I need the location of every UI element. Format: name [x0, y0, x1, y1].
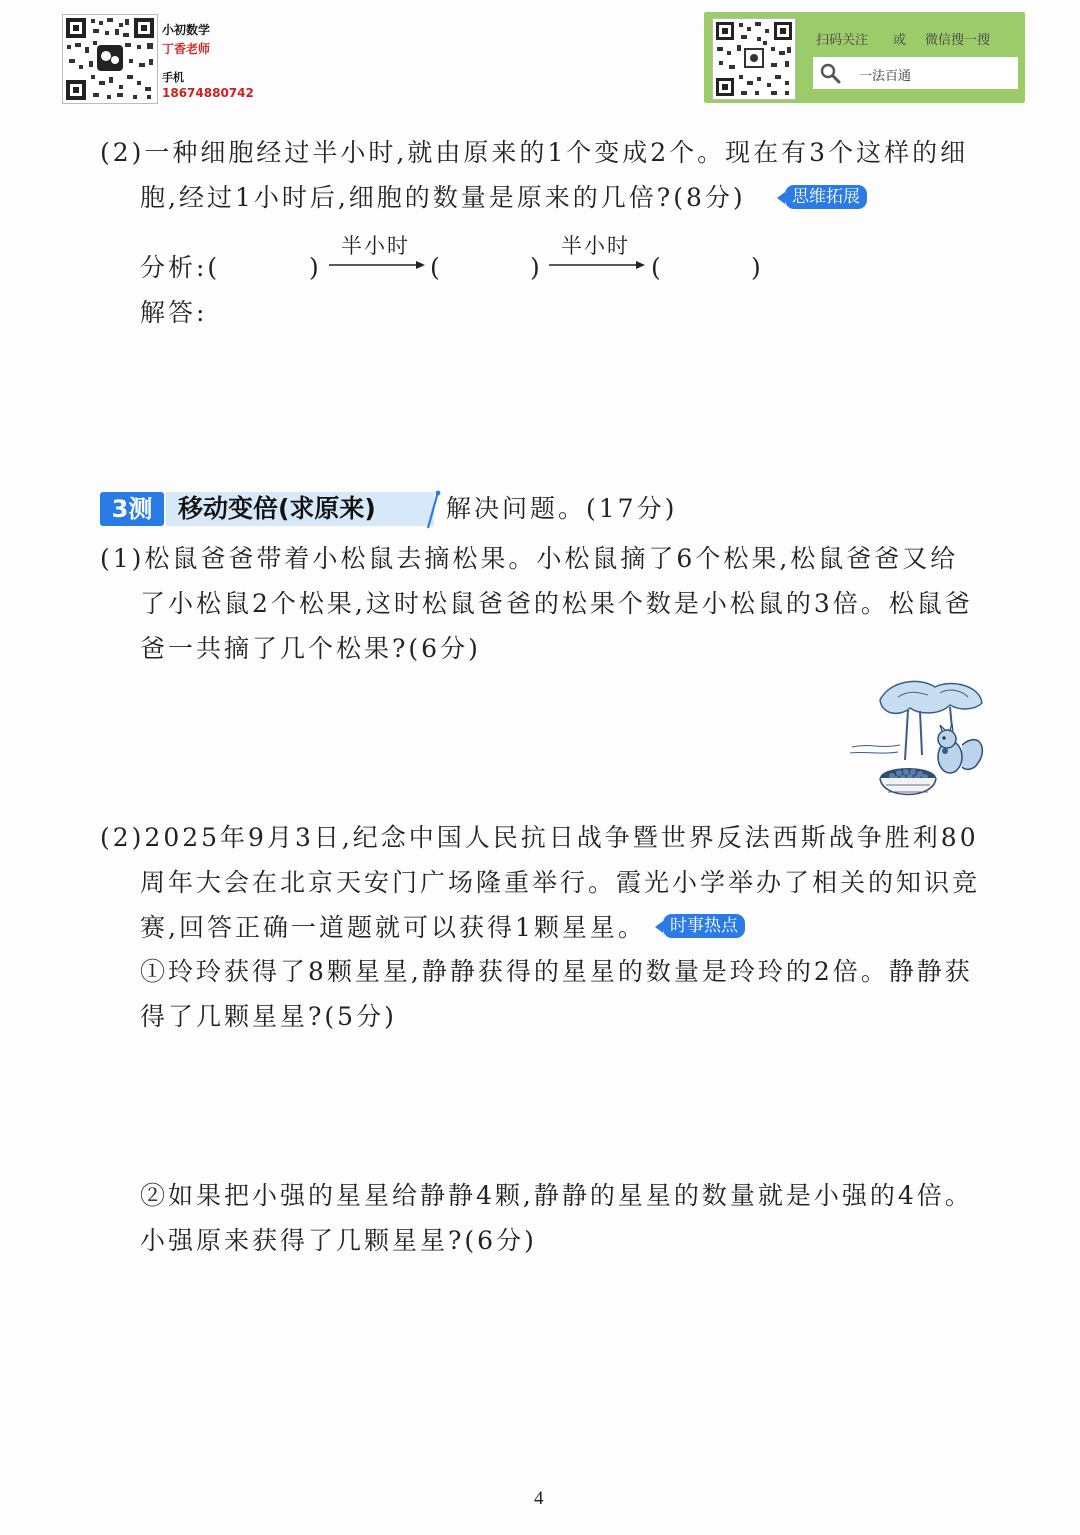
s3q2-tag-arrow [655, 921, 663, 933]
search-icon [819, 62, 841, 88]
s3q1-line-3: 爸一共摘了几个松果?(6分) [140, 634, 481, 663]
left-qr-code [62, 14, 158, 104]
or-text: 或 [893, 33, 907, 48]
header-teacher: 丁香老师 [162, 42, 211, 56]
analysis-paren-close-1: ) [309, 253, 322, 282]
s3q1-line-1: (1)松鼠爸爸带着小松鼠去摘松果。小松鼠摘了6个松果,松鼠爸爸又给 [100, 544, 959, 573]
s3q2-tag-current-affairs: 时事热点 [663, 914, 745, 938]
search-value: 一法百通 [859, 69, 912, 84]
arrow-1 [328, 258, 426, 272]
s3q2-line-1: (2)2025年9月3日,纪念中国人民抗日战争暨世界反法西斯战争胜利80 [100, 823, 979, 852]
answer-label: 解答: [140, 298, 208, 327]
arrow-label-1: 半小时 [341, 234, 410, 258]
s3q2-line-2: 周年大会在北京天安门广场隆重举行。霞光小学举办了相关的知识竞 [140, 868, 981, 897]
scan-follow-text: 扫码关注 [816, 33, 869, 48]
header-phone-number: 18674880742 [162, 86, 254, 100]
section-3-title: 移动变倍(求原来) [166, 492, 434, 526]
search-field[interactable] [812, 56, 1019, 90]
section-3-subtitle: 解决问题。(17分) [446, 494, 678, 523]
page-number: 4 [534, 1488, 544, 1509]
s3q2-sub1-line-2: 得了几颗星星?(5分) [140, 1002, 397, 1031]
analysis-paren-open-2: ( [430, 253, 443, 282]
q2-tag-thinking-extension: 思维拓展 [785, 185, 867, 209]
right-qr-code [712, 18, 796, 100]
s3q1-line-2: 了小松鼠2个松果,这时松鼠爸爸的松果个数是小松鼠的3倍。松鼠爸 [140, 589, 973, 618]
arrow-label-2: 半小时 [561, 234, 630, 258]
analysis-label: 分析:( [140, 253, 221, 282]
s3q2-sub2-line-1: ②如果把小强的星星给静静4颗,静静的星星的数量就是小强的4倍。 [140, 1181, 973, 1210]
q2-tag-arrow [777, 192, 785, 204]
section-title-slash [424, 490, 442, 530]
q2-line-1: (2)一种细胞经过半小时,就由原来的1个变成2个。现在有3个这样的细 [100, 138, 969, 167]
header-follow-box [704, 12, 1025, 103]
analysis-paren-open-3: ( [651, 253, 664, 282]
header-subject: 小初数学 [162, 23, 211, 37]
arrow-2 [548, 258, 646, 272]
q2-line-2: 胞,经过1小时后,细胞的数量是原来的几倍?(8分) [140, 183, 746, 212]
wechat-search-text: 微信搜一搜 [925, 33, 991, 48]
squirrel-illustration [850, 675, 990, 810]
s3q2-sub2-line-2: 小强原来获得了几颗星星?(6分) [140, 1226, 537, 1255]
s3q2-line-3: 赛,回答正确一道题就可以获得1颗星星。 [140, 913, 646, 942]
analysis-paren-close-2: ) [530, 253, 543, 282]
header-phone-label: 手机 [162, 71, 184, 84]
s3q2-sub1-line-1: ①玲玲获得了8颗星星,静静获得的星星的数量是玲玲的2倍。静静获 [140, 957, 973, 986]
analysis-paren-close-3: ) [751, 253, 764, 282]
section-3-badge: 3测 [100, 492, 164, 526]
